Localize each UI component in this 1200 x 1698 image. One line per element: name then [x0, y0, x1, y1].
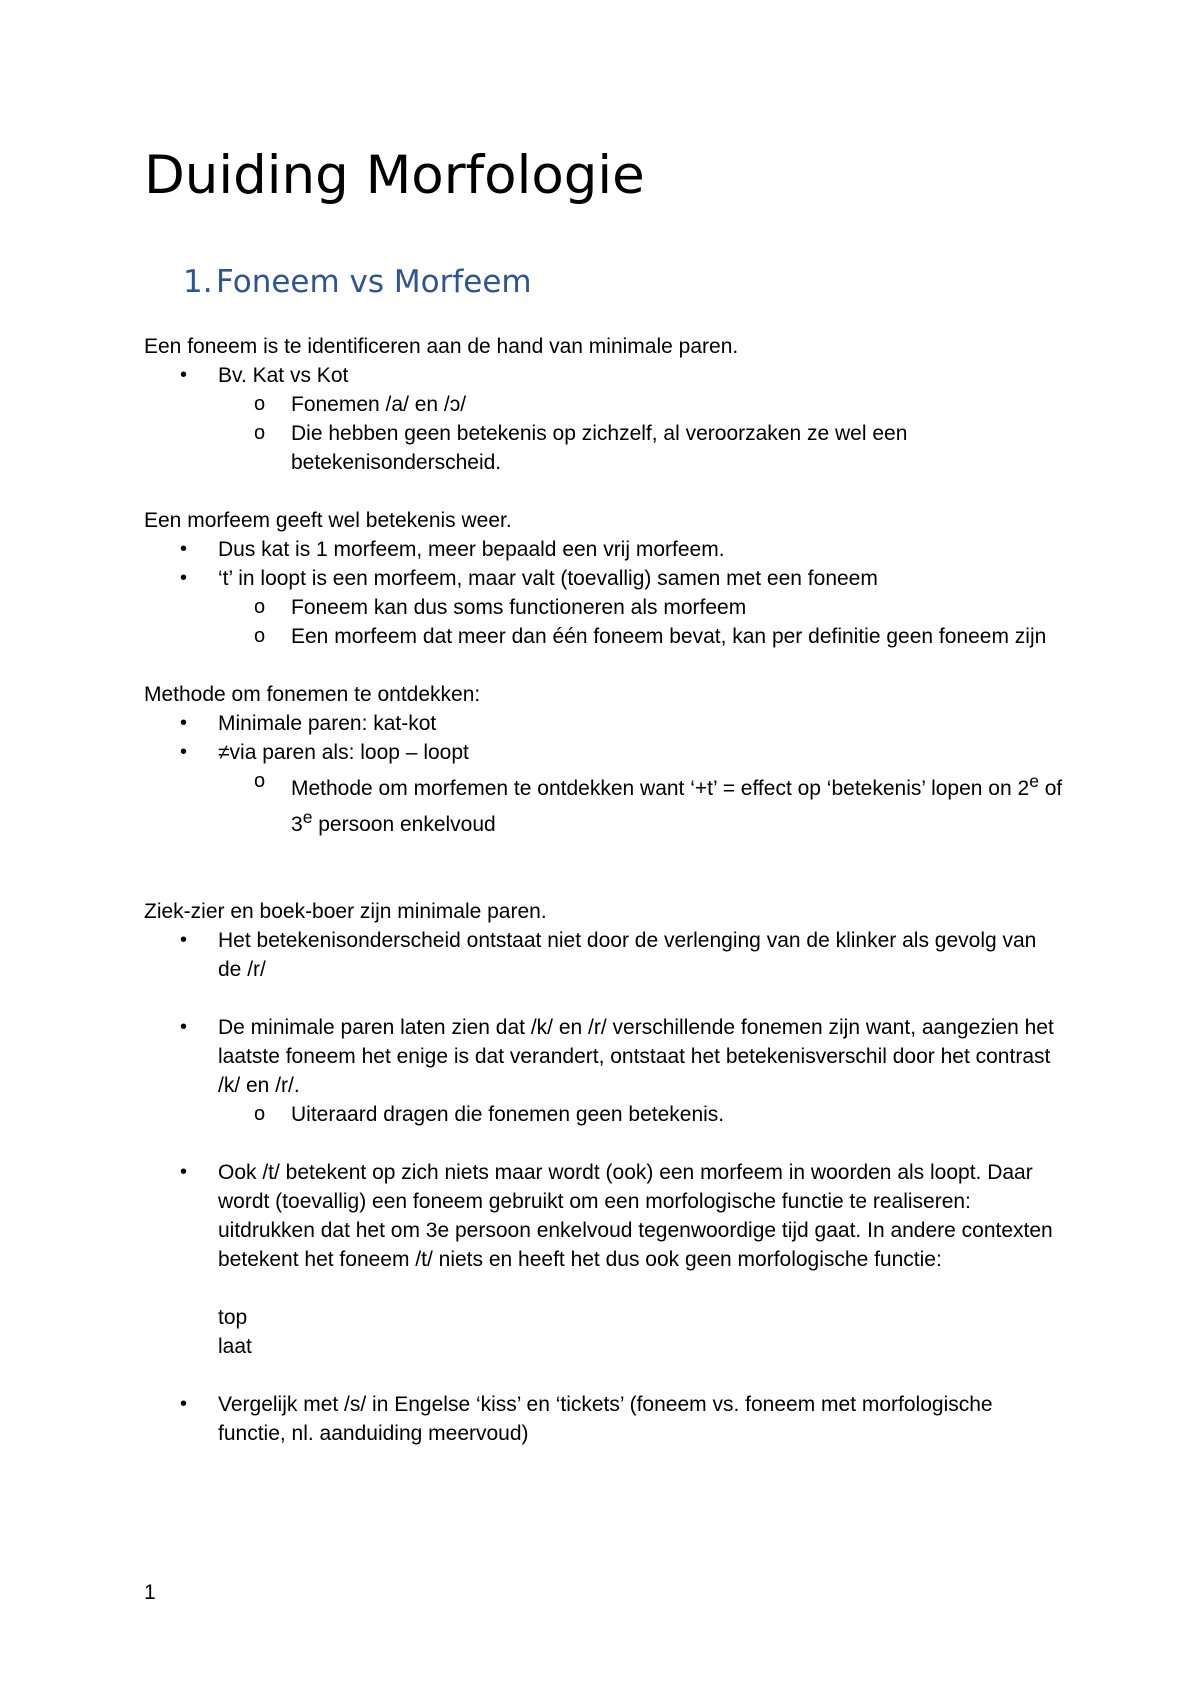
sub-list-item — [144, 622, 1064, 651]
bullet-icon: • — [180, 929, 188, 951]
text-run: Methode om morfemen te ontdekken want ‘+t’ = effect op ‘betekenis’ lopen on 2 — [291, 777, 1030, 800]
sub-bullet-list — [218, 767, 1064, 839]
sub-list-item — [144, 1100, 1064, 1129]
list-item — [144, 564, 1064, 651]
paragraph: Een morfeem geeft wel betekenis weer. — [144, 509, 512, 532]
list-item — [144, 926, 1064, 984]
example-word: top — [218, 1306, 248, 1329]
list-item — [144, 535, 1064, 564]
text-run: of 3 — [291, 777, 1063, 836]
example-word: laat — [218, 1335, 252, 1358]
bullet-icon: • — [180, 741, 188, 763]
list-item-text: Minimale paren: kat-kot — [218, 712, 437, 735]
sub-list-item-text: Een morfeem dat meer dan één foneem bevat, kan per definitie geen foneem zijn — [291, 625, 1047, 648]
bullet-icon: • — [180, 364, 188, 386]
circle-bullet-icon: o — [254, 625, 266, 647]
paragraph-block-foneem — [144, 332, 1064, 477]
bullet-list — [144, 709, 1064, 839]
list-item — [144, 1013, 1064, 1129]
sub-bullet-list — [218, 593, 1064, 651]
list-item — [144, 361, 1064, 477]
circle-bullet-icon: o — [254, 596, 266, 618]
paragraph-block-morfeem — [144, 506, 1064, 651]
paragraph-block-methode — [144, 680, 1064, 839]
bullet-list — [144, 361, 1064, 477]
list-item — [144, 1390, 1064, 1448]
superscript: e — [302, 807, 313, 827]
text-run: persoon enkelvoud — [312, 813, 496, 836]
section-heading-text: Foneem vs Morfeem — [216, 264, 532, 300]
list-item-text: Het betekenisonderscheid ontstaat niet door de verlenging van de klinker als gevolg van de /r/ — [218, 929, 1037, 981]
sub-bullet-list — [218, 390, 1064, 477]
spacer — [144, 984, 1064, 1013]
sub-list-item-text: Die hebben geen betekenis op zichzelf, al veroorzaken ze wel een betekenisonderscheid. — [291, 422, 908, 474]
list-item-text: ‘t’ in loopt is een morfeem, maar valt (toevallig) samen met een foneem — [218, 567, 878, 590]
bullet-icon: • — [180, 538, 188, 560]
bullet-icon: • — [180, 567, 188, 589]
sub-list-item-text: Foneem kan dus soms functioneren als morfeem — [291, 596, 747, 619]
sub-list-item-text: Fonemen /a/ en /ɔ/ — [291, 393, 467, 416]
section-number: 1. — [183, 264, 213, 300]
superscript: e — [1029, 771, 1039, 791]
list-item-text: Dus kat is 1 morfeem, meer bepaald een vrij morfeem. — [218, 538, 725, 561]
document-body — [144, 332, 1064, 1448]
list-item — [144, 709, 1064, 738]
bullet-icon: • — [180, 712, 188, 734]
circle-bullet-icon: o — [254, 422, 266, 444]
sub-list-item-text — [291, 771, 1063, 836]
list-item-text: Ook /t/ betekent op zich niets maar wordt (ook) een morfeem in woorden als loopt. Daar wordt (toevallig) een foneem gebruikt om een morfologische functie te realiseren: uitdrukken dat het om 3e persoon enkelvoud tegenwoordige tijd gaat. In andere contexten betekent het foneem /t/ niets en heeft het dus ook geen morfologische functie: — [218, 1161, 1053, 1271]
list-item-text: ≠via paren als: loop – loopt — [218, 741, 469, 764]
spacer — [218, 1274, 1064, 1303]
sub-list-item — [144, 390, 1064, 419]
paragraph: Een foneem is te identificeren aan de hand van minimale paren. — [144, 335, 739, 358]
spacer — [144, 651, 1064, 680]
spacer — [144, 1361, 1064, 1390]
sub-list-item — [144, 593, 1064, 622]
bullet-list — [144, 535, 1064, 651]
sub-bullet-list — [218, 1100, 1064, 1129]
spacer — [144, 1129, 1064, 1158]
paragraph: Ziek-zier en boek-boer zijn minimale paren. — [144, 900, 547, 923]
list-item-text: De minimale paren laten zien dat /k/ en /r/ verschillende fonemen zijn want, aangezien het laatste foneem het enige is dat verandert, ontstaat het betekenisverschil door het contrast /k/ en /r/. — [218, 1016, 1054, 1097]
sub-list-item — [144, 767, 1064, 839]
circle-bullet-icon: o — [254, 770, 266, 792]
circle-bullet-icon: o — [254, 1103, 266, 1125]
bullet-icon: • — [180, 1016, 188, 1038]
bullet-list — [144, 1013, 1064, 1129]
section-heading — [183, 262, 532, 302]
spacer — [144, 839, 1064, 897]
document-title: Duiding Morfologie — [144, 145, 645, 206]
spacer — [144, 477, 1064, 506]
bullet-icon: • — [180, 1393, 188, 1415]
circle-bullet-icon: o — [254, 393, 266, 415]
list-item — [144, 738, 1064, 839]
page-number: 1 — [144, 1581, 156, 1604]
list-item — [144, 1158, 1064, 1361]
sub-list-item — [144, 419, 1064, 477]
bullet-list — [144, 1158, 1064, 1361]
bullet-list — [144, 926, 1064, 984]
paragraph: Methode om fonemen te ontdekken: — [144, 683, 481, 706]
paragraph-block-minimale-paren — [144, 897, 1064, 1448]
sub-list-item-text: Uiteraard dragen die fonemen geen betekenis. — [291, 1103, 725, 1126]
bullet-list — [144, 1390, 1064, 1448]
bullet-icon: • — [180, 1161, 188, 1183]
list-item-text: Bv. Kat vs Kot — [218, 364, 349, 387]
list-item-text: Vergelijk met /s/ in Engelse ‘kiss’ en ‘tickets’ (foneem vs. foneem met morfologische functie, nl. aanduiding meervoud) — [218, 1393, 993, 1445]
